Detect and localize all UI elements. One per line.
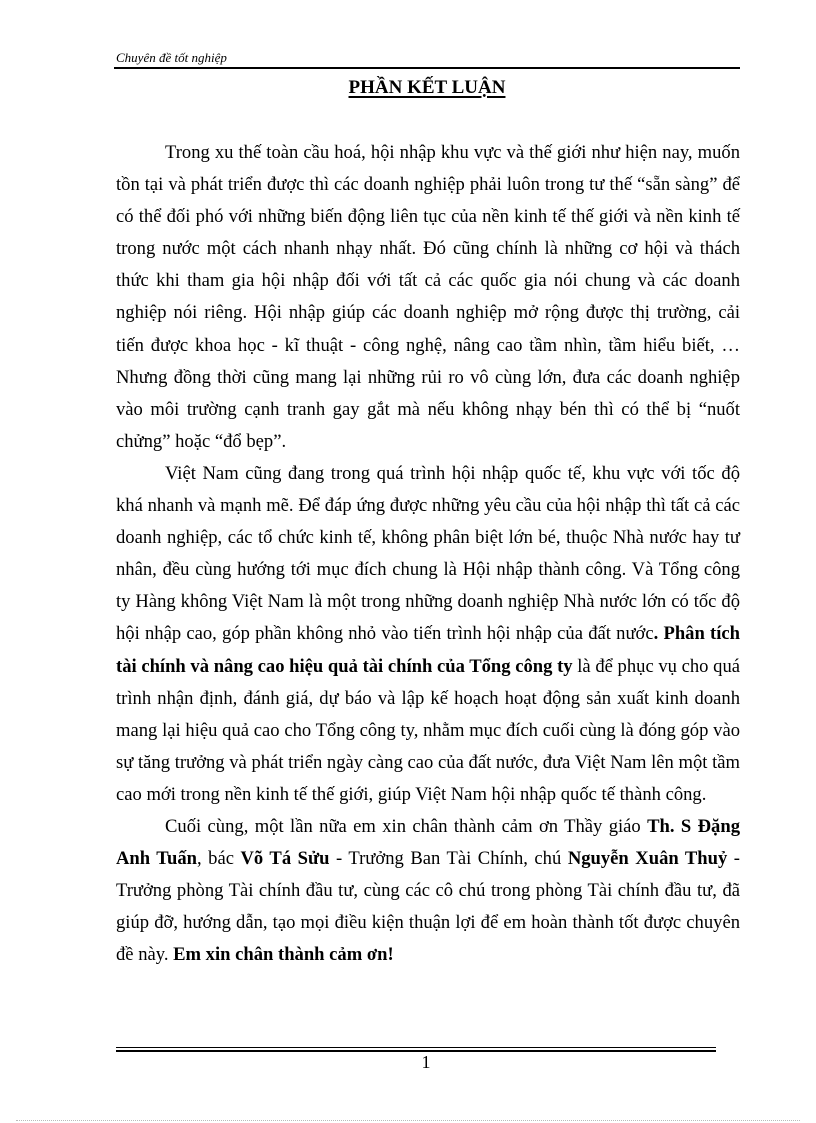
page-edge-dotted-line (16, 1120, 800, 1121)
section-title (114, 77, 740, 99)
bold-text-segment: Em xin chân thành cảm ơn! (173, 944, 394, 966)
text-segment: Trong xu thế toàn cầu hoá, hội nhập khu vực và thế giới như hiện nay, muốn tồn tại và phát triển được thì các doanh nghiệp phải luôn trong tư thế “sẵn sàng” để có thể đối phó với những biến động liên tục của nền kinh tế thế giới và nền kinh tế trong nước một cách nhanh nhạy nhất. Đó cũng chính là những cơ hội và thách thức khi tham gia hội nhập đối với tất cả các quốc gia nói chung và các doanh nghiệp nói riêng. Hội nhập giúp các doanh nghiệp mở rộng được thị trường, cải tiến được khoa học - kĩ thuật - công nghệ, nâng cao tầm nhìn, tầm hiểu biết, …Nhưng đồng thời cũng mang lại những rủi ro vô cùng lớn, đưa các doanh nghiệp vào môi trường cạnh tranh gay gắt mà nếu không nhạy bén thì có thể bị “nuốt chửng” hoặc “đổ bẹp”. (116, 142, 740, 452)
text-segment: là để phục vụ cho quá trình nhận định, đánh giá, dự báo và lập kế hoạch hoạt động sản xuất kinh doanh mang lại hiệu quả cao cho Tổng công ty, nhằm mục đích cuối cùng là đóng góp vào sự tăng trưởng và phát triển ngày càng cao của đất nước, đưa Việt Nam lên một tầm cao mới trong nền kinh tế thế giới, giúp Việt Nam hội nhập quốc tế thành công. (116, 655, 740, 805)
text-segment: - Trưởng Ban Tài Chính, chú (329, 848, 568, 870)
text-segment: - Trưởng phòng Tài chính đầu tư, cùng các cô chú trong phòng Tài chính đầu tư, đã giúp đỡ, hướng dẫn, tạo mọi điều kiện thuận lợi để em hoàn thành tốt được chuyên đề này. (116, 848, 741, 966)
footer-divider-thin (116, 1047, 716, 1048)
header-divider (114, 67, 740, 69)
bold-text-segment: . Phân tích tài chính và nâng cao hiệu quả tài chính của Tổng công ty (116, 623, 740, 677)
paragraph (116, 811, 740, 971)
section-title-text: PHẦN KẾT LUẬN (348, 77, 506, 98)
bold-text-segment: Th. S Đặng Anh Tuấn (116, 815, 740, 870)
text-segment: , bác (196, 848, 241, 870)
paragraph (116, 137, 740, 458)
text-segment: Cuối cùng, một lần nữa em xin chân thành cảm ơn Thầy giáo (165, 815, 648, 837)
text-segment: Việt Nam cũng đang trong quá trình hội nhập quốc tế, khu vực với tốc độ khá nhanh và mạnh mẽ. Để đáp ứng được những yêu cầu của hội nhập thì tất cả các doanh nghiệp, các tổ chức kinh tế, không phân biệt lớn bé, thuộc Nhà nước hay tư nhân, đều cùng hướng tới mục đích chung là Hội nhập thành công. Và Tổng công ty Hàng không Việt Nam là một trong những doanh nghiệp Nhà nước lớn có tốc độ hội nhập cao, góp phần không nhỏ vào tiến trình hội nhập của đất nước (116, 462, 740, 645)
paragraph (116, 458, 740, 811)
running-header: Chuyên đề tốt nghiệp (116, 50, 227, 65)
bold-text-segment: Nguyễn Xuân Thuỷ (567, 848, 728, 870)
page-number: 1 (421, 1052, 431, 1072)
bold-text-segment: Võ Tá Sửu (240, 848, 330, 870)
body-text (116, 137, 740, 971)
